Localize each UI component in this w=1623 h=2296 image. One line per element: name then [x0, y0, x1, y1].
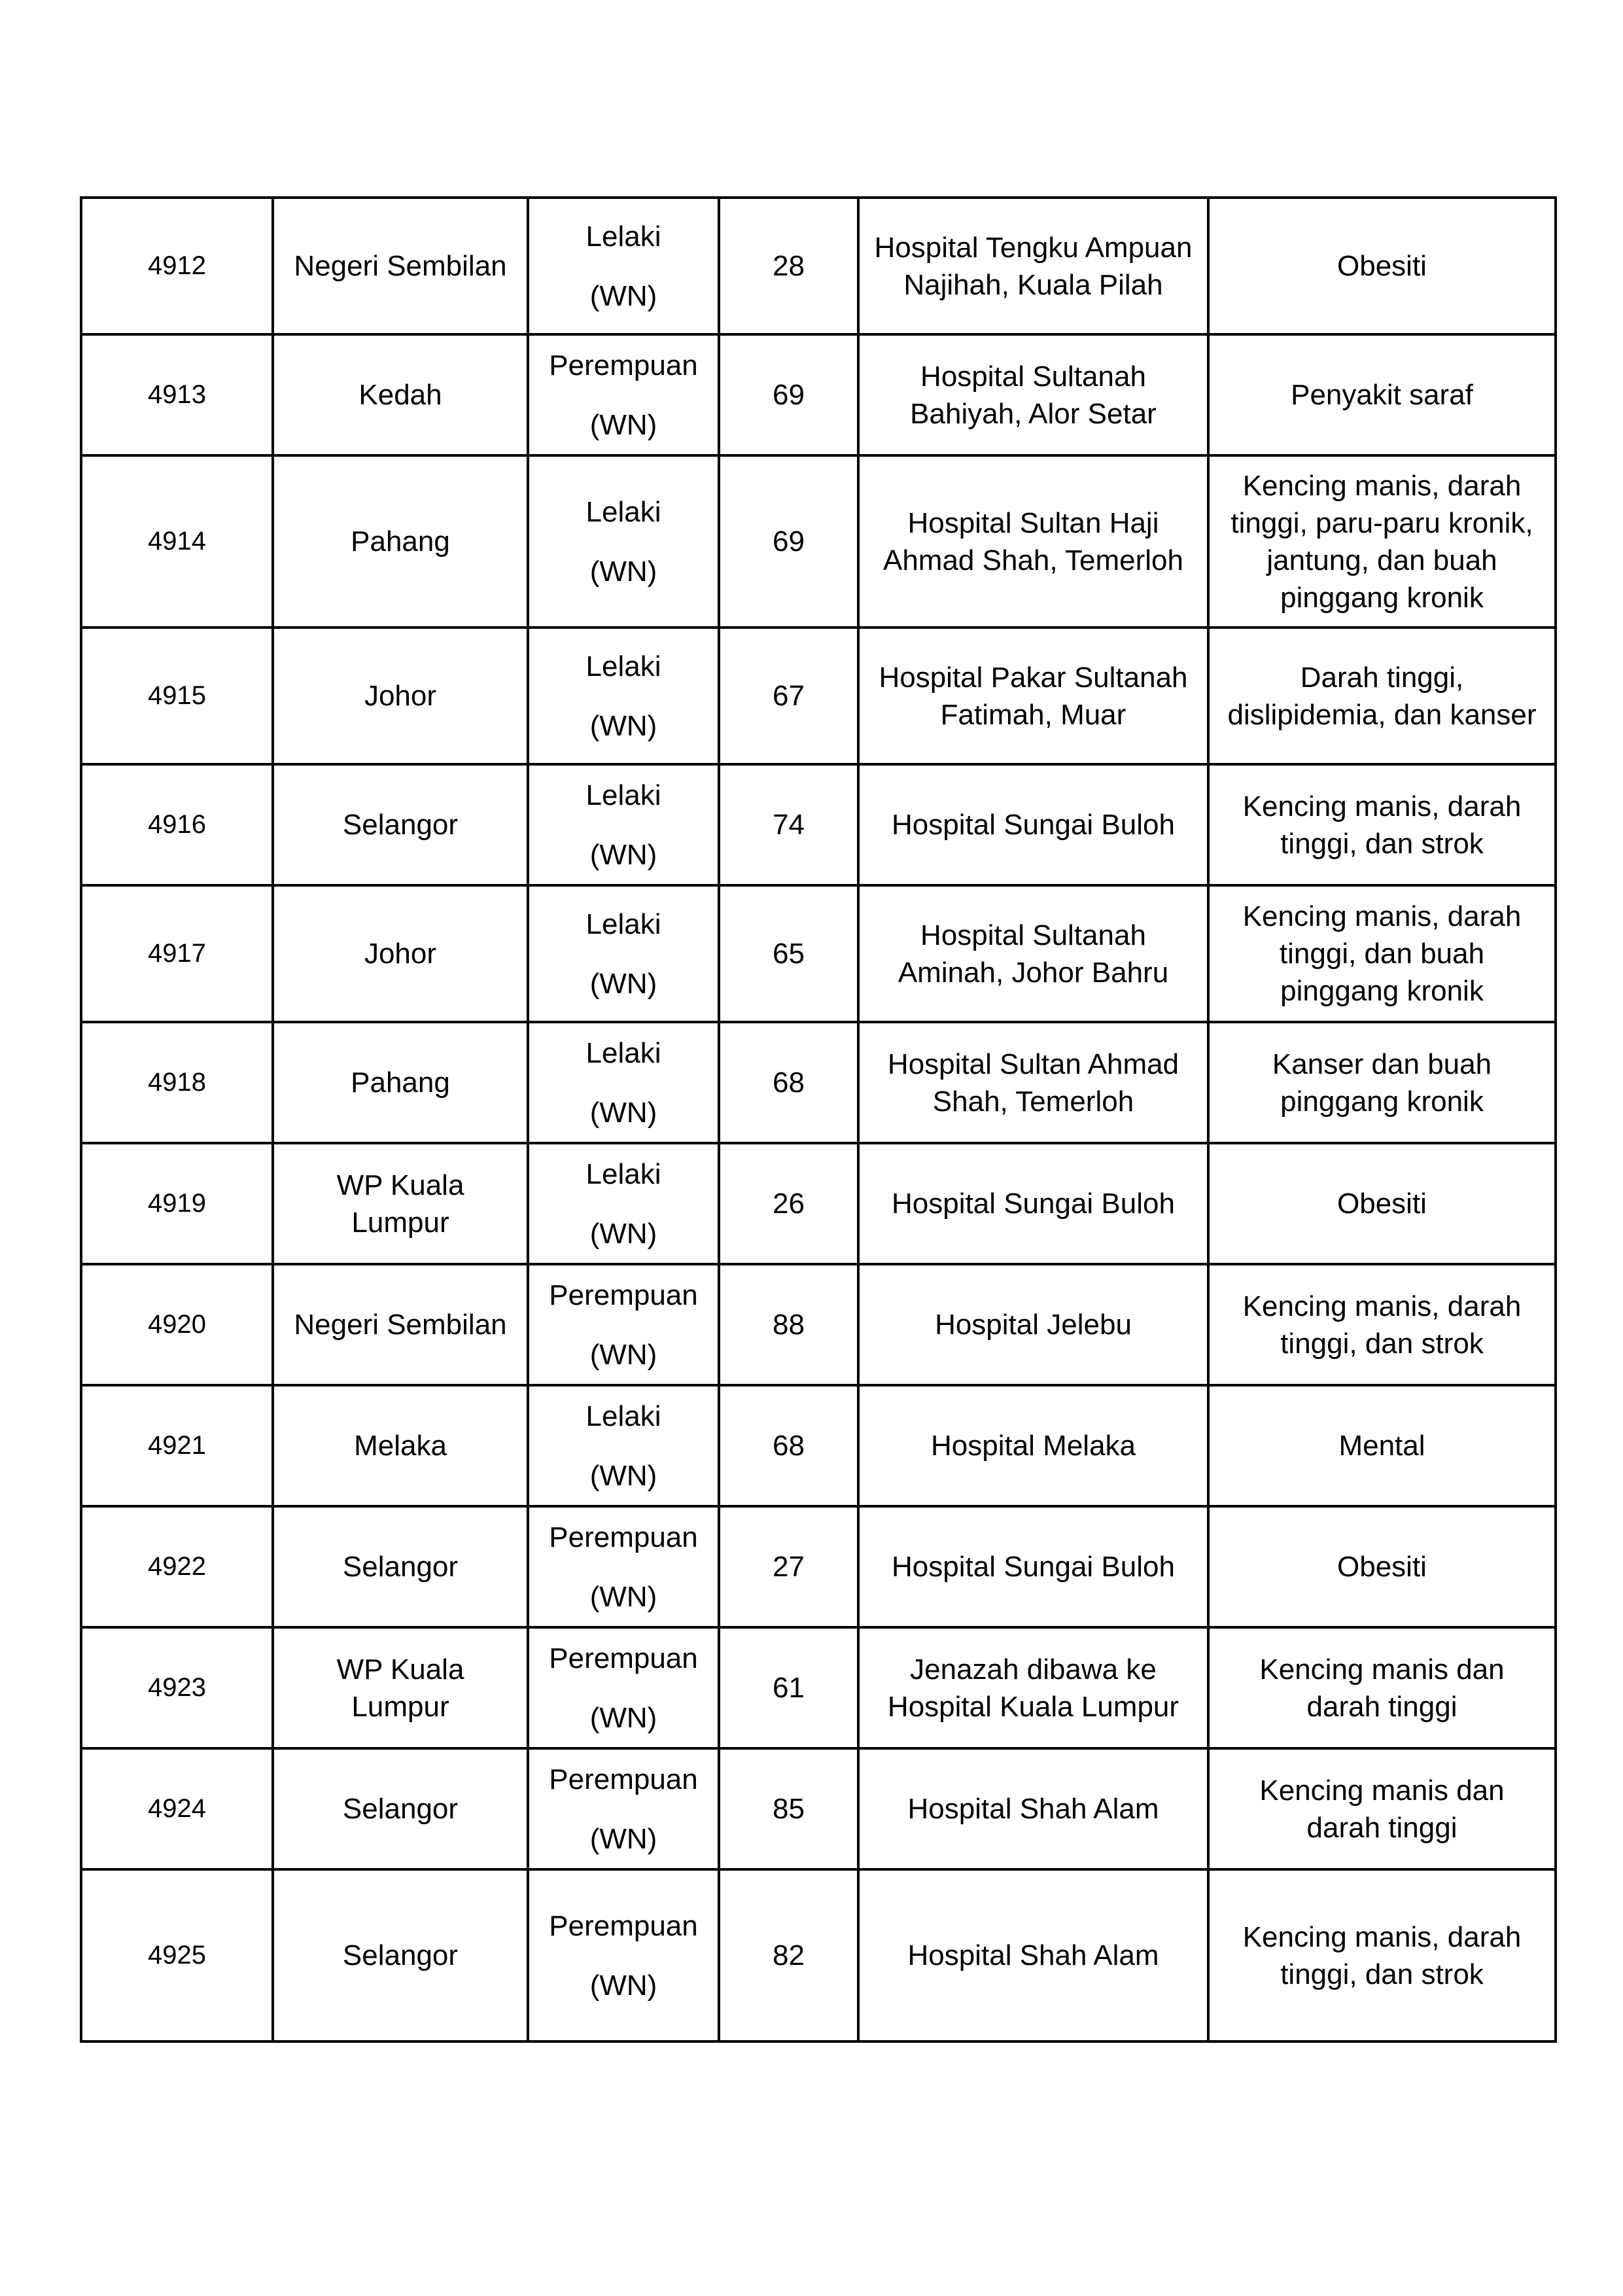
case-number: 4914: [81, 455, 273, 627]
age-cell: 67: [719, 627, 858, 764]
age-cell: 82: [719, 1869, 858, 2041]
gender-cell: [528, 455, 719, 627]
hospital-cell: Hospital Tengku Ampuan Najihah, Kuala Pilah: [858, 198, 1208, 334]
age-cell: 65: [719, 885, 858, 1022]
conditions-cell: Kencing manis, darah tinggi, dan strok: [1208, 1264, 1556, 1385]
conditions-cell: Kencing manis, darah tinggi, dan buah pinggang kronik: [1208, 885, 1556, 1022]
gender-label: Perempuan: [549, 1763, 698, 1795]
case-number: 4919: [81, 1143, 273, 1264]
citizenship-status: (WN): [589, 279, 657, 312]
conditions-cell: Kencing manis dan darah tinggi: [1208, 1627, 1556, 1748]
gender-label: Perempuan: [549, 1279, 698, 1311]
age-cell: 61: [719, 1627, 858, 1748]
table-row: [81, 1869, 1556, 2041]
state-cell: Johor: [273, 627, 528, 764]
gender-label: Lelaki: [585, 650, 661, 682]
gender-cell: [528, 764, 719, 885]
gender-cell: [528, 1022, 719, 1143]
hospital-cell: Jenazah dibawa ke Hospital Kuala Lumpur: [858, 1627, 1208, 1748]
citizenship-status: (WN): [589, 1580, 657, 1613]
hospital-cell: Hospital Sultanah Aminah, Johor Bahru: [858, 885, 1208, 1022]
gender-label: Lelaki: [585, 1400, 661, 1432]
case-number: 4923: [81, 1627, 273, 1748]
table-row: [81, 627, 1556, 764]
table-row: [81, 455, 1556, 627]
citizenship-status: (WN): [589, 1338, 657, 1371]
age-cell: 85: [719, 1748, 858, 1869]
case-number: 4913: [81, 334, 273, 455]
case-number: 4918: [81, 1022, 273, 1143]
state-cell: WP Kuala Lumpur: [273, 1627, 528, 1748]
case-number: 4922: [81, 1506, 273, 1627]
table-row: [81, 885, 1556, 1022]
state-cell: Pahang: [273, 1022, 528, 1143]
gender-label: Perempuan: [549, 1909, 698, 1942]
gender-cell: [528, 1869, 719, 2041]
case-number: 4915: [81, 627, 273, 764]
case-number: 4920: [81, 1264, 273, 1385]
conditions-cell: Mental: [1208, 1385, 1556, 1506]
gender-cell: [528, 1264, 719, 1385]
state-cell: Kedah: [273, 334, 528, 455]
table-row: [81, 198, 1556, 334]
gender-label: Lelaki: [585, 779, 661, 811]
state-cell: Selangor: [273, 1869, 528, 2041]
gender-cell: [528, 627, 719, 764]
conditions-cell: Kencing manis, darah tinggi, dan strok: [1208, 764, 1556, 885]
hospital-cell: Hospital Sungai Buloh: [858, 1506, 1208, 1627]
age-cell: 28: [719, 198, 858, 334]
age-cell: 68: [719, 1022, 858, 1143]
citizenship-status: (WN): [589, 838, 657, 871]
conditions-cell: Obesiti: [1208, 198, 1556, 334]
age-cell: 27: [719, 1506, 858, 1627]
hospital-cell: Hospital Sungai Buloh: [858, 764, 1208, 885]
age-cell: 69: [719, 455, 858, 627]
hospital-cell: Hospital Sultan Ahmad Shah, Temerloh: [858, 1022, 1208, 1143]
state-cell: Selangor: [273, 1506, 528, 1627]
gender-label: Lelaki: [585, 1157, 661, 1190]
case-number: 4925: [81, 1869, 273, 2041]
table-row: [81, 1506, 1556, 1627]
state-cell: Melaka: [273, 1385, 528, 1506]
gender-label: Lelaki: [585, 908, 661, 940]
gender-cell: [528, 198, 719, 334]
state-cell: Pahang: [273, 455, 528, 627]
state-cell: Negeri Sembilan: [273, 1264, 528, 1385]
conditions-cell: Kencing manis dan darah tinggi: [1208, 1748, 1556, 1869]
gender-cell: [528, 1385, 719, 1506]
citizenship-status: (WN): [589, 1701, 657, 1734]
age-cell: 69: [719, 334, 858, 455]
citizenship-status: (WN): [589, 709, 657, 742]
citizenship-status: (WN): [589, 1822, 657, 1855]
conditions-cell: Kanser dan buah pinggang kronik: [1208, 1022, 1556, 1143]
conditions-cell: Kencing manis, darah tinggi, dan strok: [1208, 1869, 1556, 2041]
gender-cell: [528, 334, 719, 455]
table-body: [81, 198, 1556, 2041]
citizenship-status: (WN): [589, 1459, 657, 1492]
state-cell: Johor: [273, 885, 528, 1022]
table-row: [81, 1143, 1556, 1264]
table-row: [81, 1627, 1556, 1748]
conditions-cell: Kencing manis, darah tinggi, paru-paru kronik, jantung, dan buah pinggang kronik: [1208, 455, 1556, 627]
gender-cell: [528, 1627, 719, 1748]
conditions-cell: Penyakit saraf: [1208, 334, 1556, 455]
citizenship-status: (WN): [589, 1096, 657, 1129]
citizenship-status: (WN): [589, 555, 657, 588]
hospital-cell: Hospital Sungai Buloh: [858, 1143, 1208, 1264]
hospital-cell: Hospital Shah Alam: [858, 1869, 1208, 2041]
conditions-cell: Obesiti: [1208, 1506, 1556, 1627]
age-cell: 26: [719, 1143, 858, 1264]
table-row: [81, 1385, 1556, 1506]
gender-label: Perempuan: [549, 1642, 698, 1674]
age-cell: 68: [719, 1385, 858, 1506]
age-cell: 88: [719, 1264, 858, 1385]
gender-label: Lelaki: [585, 220, 661, 253]
age-cell: 74: [719, 764, 858, 885]
table-row: [81, 764, 1556, 885]
hospital-cell: Hospital Sultanah Bahiyah, Alor Setar: [858, 334, 1208, 455]
hospital-cell: Hospital Sultan Haji Ahmad Shah, Temerloh: [858, 455, 1208, 627]
citizenship-status: (WN): [589, 1217, 657, 1250]
table-row: [81, 334, 1556, 455]
gender-label: Perempuan: [549, 1521, 698, 1553]
table-row: [81, 1748, 1556, 1869]
gender-label: Perempuan: [549, 349, 698, 381]
death-cases-table: [80, 196, 1557, 2043]
case-number: 4921: [81, 1385, 273, 1506]
gender-label: Lelaki: [585, 1036, 661, 1069]
citizenship-status: (WN): [589, 967, 657, 1000]
gender-cell: [528, 1506, 719, 1627]
state-cell: Negeri Sembilan: [273, 198, 528, 334]
hospital-cell: Hospital Shah Alam: [858, 1748, 1208, 1869]
gender-cell: [528, 1143, 719, 1264]
table-row: [81, 1022, 1556, 1143]
citizenship-status: (WN): [589, 1969, 657, 2002]
gender-label: Lelaki: [585, 495, 661, 528]
gender-cell: [528, 1748, 719, 1869]
citizenship-status: (WN): [589, 408, 657, 441]
state-cell: Selangor: [273, 764, 528, 885]
hospital-cell: Hospital Pakar Sultanah Fatimah, Muar: [858, 627, 1208, 764]
case-number: 4916: [81, 764, 273, 885]
case-number: 4917: [81, 885, 273, 1022]
case-number: 4912: [81, 198, 273, 334]
hospital-cell: Hospital Jelebu: [858, 1264, 1208, 1385]
state-cell: WP Kuala Lumpur: [273, 1143, 528, 1264]
table-row: [81, 1264, 1556, 1385]
hospital-cell: Hospital Melaka: [858, 1385, 1208, 1506]
case-number: 4924: [81, 1748, 273, 1869]
conditions-cell: Obesiti: [1208, 1143, 1556, 1264]
gender-cell: [528, 885, 719, 1022]
conditions-cell: Darah tinggi, dislipidemia, dan kanser: [1208, 627, 1556, 764]
state-cell: Selangor: [273, 1748, 528, 1869]
